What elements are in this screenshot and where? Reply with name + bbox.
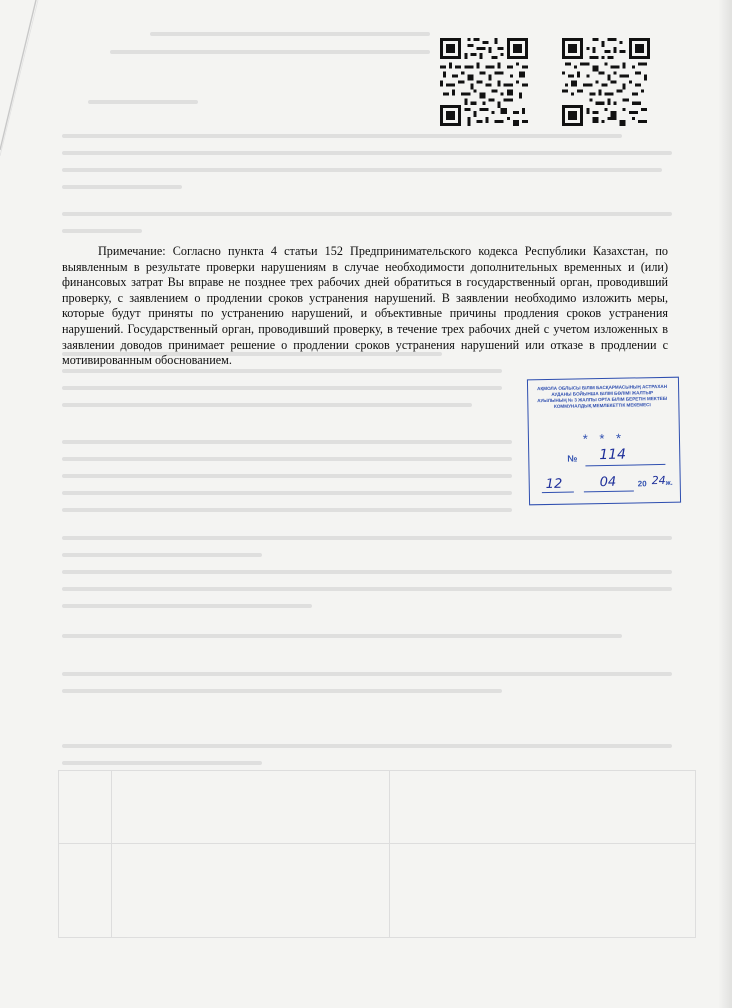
stamp-day-line bbox=[542, 492, 574, 494]
note-text: Примечание: Согласно пункта 4 статьи 152 Предпринимательского кодекса Республики Казахстан, по выявленным в результате проверки нарушениям в случае необходимости дополнительных временных и (или) финансовых затрат Вы вправе не позднее трех рабочих дней обратиться в государственный орган, проводивший проверку, с заявлением о продлении сроков устранения нарушений. В заявлении необходимо изложить меры, которые будут приняты по устранению нарушений, и объективные причины продления сроков устранения нарушений. Государственный орган, проводивший проверку, в течение трех рабочих дней с учетом изложенных в заявлении доводов принимает решение о продлении сроков устранения нарушений или отказе в продлении с мотивированным обоснованием. bbox=[62, 244, 668, 368]
qr-code-left bbox=[440, 38, 528, 126]
stamp-number-value: 114 bbox=[599, 446, 627, 464]
registration-stamp bbox=[527, 377, 681, 506]
stamp-number-line bbox=[585, 464, 665, 466]
paper-crease bbox=[0, 0, 60, 200]
stamp-year-suffix: ж. bbox=[665, 479, 673, 487]
stamp-month-value: 04 bbox=[599, 474, 617, 491]
show-through-table bbox=[58, 770, 696, 938]
qr-code-right bbox=[562, 38, 650, 126]
stamp-stars: * * * bbox=[582, 430, 626, 447]
note-paragraph bbox=[62, 244, 668, 369]
stamp-year-prefix: 20 bbox=[637, 479, 647, 489]
stamp-day-value: 12 bbox=[545, 476, 563, 493]
stamp-number-label: № bbox=[567, 453, 578, 464]
stamp-year-handwritten: 24 bbox=[651, 473, 666, 488]
stamp-month-line bbox=[584, 490, 634, 492]
stamp-org-text: АҚМОЛА ОБЛЫСЫ БІЛІМ БАСҚАРМАСЫНЫҢ АСТРАХАН АУДАНЫ БОЙЫНША БІЛІМ БӨЛІМІ ЖАЛТЫР АУЫЛЫНЫҢ № 3 ЖАЛПЫ ОРТА БІЛІМ БЕРЕТІН МЕКТЕБІ КОММУНАЛДЫҚ МЕМЛЕКЕТТІК МЕКЕМЕСІ bbox=[537, 383, 668, 410]
scan-edge-shadow bbox=[718, 0, 732, 1008]
